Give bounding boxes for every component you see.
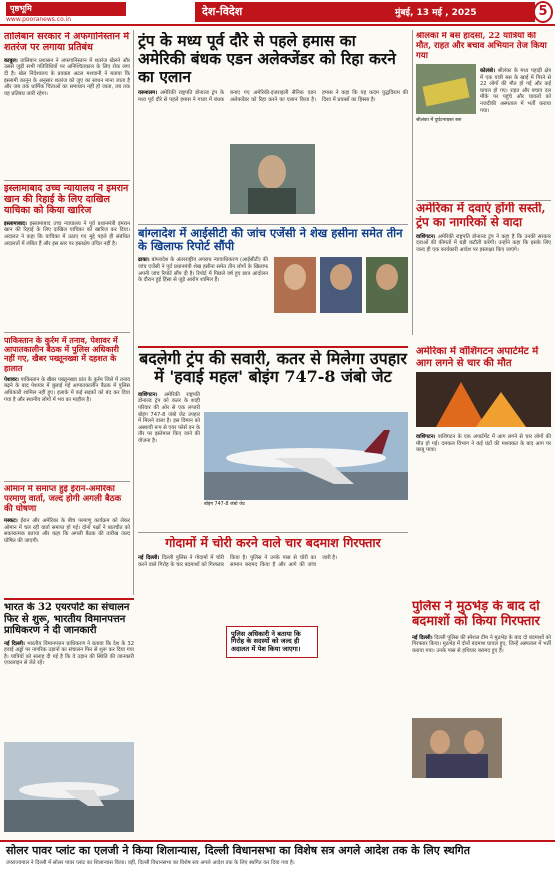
bus-caption: श्रीलंका में दुर्घटनाग्रस्त बस (416, 118, 462, 124)
article-body: नई दिल्ली। दिल्ली पुलिस की स्पेशल टीम ने मुठभेड़ के बाद दो बदमाशों को गिरफ्तार किया। मुठभेड़ में दोनों बदमाश घायल हुए, जिन्हें अस्पताल में भर्ती कराया गया। उनके पास से हथियार बरामद हुए हैं। (412, 634, 551, 655)
article-oman-talks (4, 485, 130, 595)
headline: ओमान में समाप्त हुई ईरान-अमेरिका परमाणु वार्ता, जल्द होगी अगली बैठक की घोषणा (4, 485, 122, 514)
headline: भारत के 32 एयरपोर्ट का संचालन फिर से शुरू, भारतीय विमानपत्तन प्राधिकरण ने दी जानकारी (4, 602, 130, 636)
article-apartment-fire (416, 346, 551, 596)
article-body: कोलंबो। श्रीलंका के मध्य पहाड़ी क्षेत्र में एक यात्री बस के खाई में गिरने से 22 लोगों की मौत हो गई और कई घायल हो गए। राहत और बचाव दल मौके पर पहुंचे और घायलों को नजदीकी अस्पताल में भर्ती कराया गया। (480, 68, 551, 114)
suspects-photo (412, 718, 502, 778)
paper-url[interactable]: www.pooranews.co.in (6, 16, 72, 23)
article-body: ढाका। बांग्लादेश के अंतरराष्ट्रीय अपराध न्यायाधिकरण (आईसीटी) की जांच एजेंसी ने पूर्व प्रधानमंत्री शेख हसीना समेत तीन लोगों के खिलाफ अपनी जांच रिपोर्ट सौंप दी है। रिपोर्ट में पिछले वर्ष हुए छात्र आंदोलन के दौरान हुई हिंसा से जुड़े आरोप शामिल हैं। (138, 257, 268, 284)
headline: बांग्लादेश में आईसीटी की जांच एजेंसी ने शेख हसीना समेत तीन के खिलाफ रिपोर्ट सौंपी (138, 227, 403, 254)
article-body: नई दिल्ली। दिल्ली पुलिस ने गोदामों में चोरी करने वाले गिरोह के चार बदमाशों को गिरफ्तार किया है। पुलिस ने उनके पास से चोरी का सामान बरामद किया है और आगे की जांच जारी है। (138, 555, 338, 568)
article-airports-resume (4, 602, 134, 834)
article-body: नई दिल्ली। भारतीय विमानपत्तन प्राधिकरण ने बताया कि देश के 32 हवाई अड्डों पर नागरिक उड़ानों का संचालन फिर से शुरू कर दिया गया है। यात्रियों को सलाह दी गई है कि वे उड़ान की स्थिति की जानकारी एयरलाइन से लेते रहें। (4, 640, 134, 667)
headline: गोदामों में चोरी करने वाले चार बदमाश गिरफ्तार (165, 536, 381, 550)
headline: पुलिस ने मुठभेड़ के बाद दो बदमाशों को किया गिरफ्तार (412, 600, 540, 629)
page-number: 5 (533, 1, 553, 23)
headline: बदलेगी ट्रंप की सवारी, कतर से मिलेगा उपहार में 'हवाई महल' बोइंग 747-8 जंबो जेट (139, 350, 407, 387)
headline: पाकिस्तान के कुर्रम में तनाव, पेशावर में आपातकालीन बैठक में पुलिस अधिकारी नहीं गए, खैबर पख्तूनख्वा में दहशत के हालात (4, 336, 119, 373)
paper-name: पृष्ठभूमि (6, 2, 126, 16)
article-srilanka-bus (416, 32, 551, 172)
headline: इस्लामाबाद उच्च न्यायालय ने इमरान खान की रिहाई के लिए दाखिल याचिका को किया खारिज (4, 184, 129, 216)
headline: तालिबान सरकार ने अफगानिस्तान में शतरंज पर लगाया प्रतिबंध (4, 32, 130, 53)
fire-photo (416, 372, 551, 427)
article-taliban-chess (4, 32, 130, 177)
headline: श्रीलंका में बस हादसा, 22 यात्रियों की मौत, राहत और बचाव अभियान तेज किया गया (416, 32, 547, 61)
footer-body: उपराज्यपाल ने दिल्ली में सोलर पावर प्लांट का शिलान्यास किया। वहीं, दिल्ली विधानसभा का विशेष सत्र अगले आदेश तक के लिए स्थगित कर दिया गया है। (6, 859, 295, 866)
article-trump-jet (138, 350, 408, 530)
section-title: देश-विदेश (202, 5, 243, 18)
article-encounter (412, 600, 551, 836)
article-body: मस्कट। ईरान और अमेरिका के बीच परमाणु कार्यक्रम को लेकर ओमान में चल रही वार्ता समाप्त हो गई। दोनों पक्षों ने बातचीत को सकारात्मक बताया और कहा कि अगली बैठक की तारीख जल्द घोषित की जाएगी। (4, 518, 130, 545)
section-band (195, 2, 535, 22)
article-body: पेशावर। पाकिस्तान के खैबर पख्तूनख्वा प्रांत के कुर्रम जिले में तनाव बढ़ने के बाद पेशावर में बुलाई गई आपातकालीन बैठक में पुलिस अधिकारी शामिल नहीं हुए। इलाके में कई सड़कों को बंद कर दिया गया है और स्थानीय लोगों में भय का माहौल है। (4, 376, 130, 403)
bus-accident-photo (416, 64, 476, 114)
airport-photo (4, 742, 134, 832)
article-body: इस्लामाबाद। इस्लामाबाद उच्च न्यायालय ने पूर्व प्रधानमंत्री इमरान खान की रिहाई के लिए दाखिल याचिका को खारिज कर दिया। अदालत ने कहा कि याचिका में उठाए गए मुद्दे पहले ही संबंधित अदालतों में लंबित हैं और इस स्तर पर हस्तक्षेप उचित नहीं है। (4, 220, 130, 247)
plane-caption: बोइंग 747-8 जंबो जेट (204, 502, 246, 507)
issue-date: मुंबई, 13 मई , 2025 (395, 8, 477, 18)
footer-headline: सोलर पावर प्लांट का एलजी ने किया शिलान्यास, दिल्ली विधानसभा का विशेष सत्र अगले आदेश तक के लिए स्थगित (6, 844, 471, 857)
masthead (0, 0, 555, 26)
headline: ट्रंप के मध्य पूर्व दौरे से पहले हमास का अमेरिकी बंधक एडन अलेक्जेंडर को रिहा करने का एलान (138, 32, 396, 86)
article-body: यरूशलम। अमेरिकी राष्ट्रपति डोनाल्ड ट्रंप के मध्य पूर्व दौरे से पहले हमास ने गाजा में बंधक बनाए गए अमेरिकी-इजराइली सैनिक एडन अलेक्जेंडर को रिहा करने का एलान किया है। हमास ने कहा कि यह कदम युद्धविराम की दिशा में प्रयासों का हिस्सा है। (138, 90, 408, 104)
headline: अमेरिका में वॉशिंगटन अपार्टमेंट में आग लगने से चार की मौत (416, 346, 539, 369)
article-imran-khan (4, 184, 130, 329)
footer-article (0, 840, 555, 882)
article-body: काबुल। तालिबान प्रशासन ने अफगानिस्तान में शतरंज खेलने और उससे जुड़ी सभी गतिविधियों पर अनिश्चितकाल के लिए रोक लगा दी है। खेल निदेशालय के प्रवक्ता अटल मशवानी ने बताया कि इस्लामी कानून के अनुसार शतरंज को जुए का साधन माना जाता है और जब तक धार्मिक चिंताओं का समाधान नहीं हो जाता, तब तक यह प्रतिबंध जारी रहेगा। (4, 57, 130, 97)
article-body: वाशिंगटन। वाशिंगटन के एक अपार्टमेंट में आग लगने से चार लोगों की मौत हो गई। दमकल विभाग ने कई घंटों की मशक्कत के बाद आग पर काबू पाया। (416, 434, 551, 454)
article-drug-prices (296, 202, 551, 342)
headline: अमेरिका में दवाएं होंगी सस्ती, ट्रंप का नागरिकों से वादा (416, 202, 546, 229)
article-hamas-hostage (138, 32, 408, 222)
article-warehouse-theft (138, 536, 408, 836)
jumbo-jet-photo (204, 412, 408, 500)
article-kurram (4, 336, 130, 478)
article-body: वाशिंगटन। अमेरिकी राष्ट्रपति डोनाल्ड ट्रंप को कतर के शाही परिवार की ओर से एक लग्जरी बोइंग 747-8 जंबो जेट उपहार में मिलने वाला है। इस विमान को अस्थायी रूप से एयर फोर्स वन के तौर पर इस्तेमाल किए जाने की योजना है। (138, 391, 201, 444)
article-body: वाशिंगटन। अमेरिकी राष्ट्रपति डोनाल्ड ट्रंप ने कहा है कि उनकी सरकार दवाओं की कीमतों में बड़ी कटौती करेगी। उन्होंने कहा कि इसके लिए जल्द ही एक कार्यकारी आदेश पर हस्ताक्षर किए जाएंगे। (416, 233, 551, 253)
boxed-quote: पुलिस अधिकारी ने बताया कि गिरोह के सदस्यों को जल्द ही अदालत में पेश किया जाएगा। (226, 626, 318, 658)
